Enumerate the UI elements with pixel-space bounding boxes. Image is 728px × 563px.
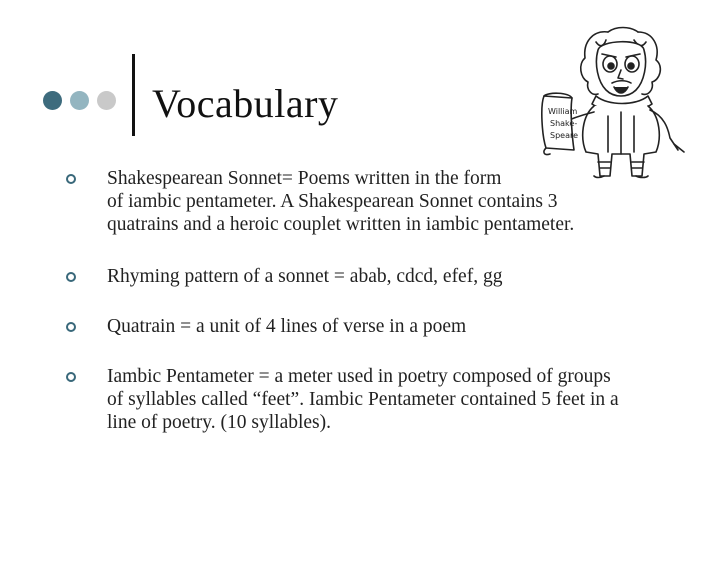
- shakespeare-caricature-icon: [538, 20, 688, 180]
- bullet-line: Shakespearean Sonnet= Poems written in the form: [107, 168, 502, 189]
- nav-dot-light: [97, 91, 116, 110]
- bullet-line: of syllables called “feet”. Iambic Pentameter contained 5 feet in a: [107, 389, 619, 410]
- title-divider: [132, 54, 135, 136]
- bullet-line: line of poetry. (10 syllables).: [107, 412, 332, 433]
- bullet-icon: [66, 272, 76, 282]
- bullet-icon: [66, 322, 76, 332]
- bullet-line: Iambic Pentameter = a meter used in poetry composed of groups: [107, 366, 611, 387]
- bullet-text: [107, 167, 574, 236]
- bullet-line: Quatrain = a unit of 4 lines of verse in a poem: [107, 316, 467, 337]
- slide-title: Vocabulary: [152, 81, 339, 126]
- bullet-text: [107, 365, 619, 434]
- bullet-icon: [66, 174, 76, 184]
- nav-dot-active: [43, 91, 62, 110]
- nav-dot-mid: [70, 91, 89, 110]
- bullet-icon: [66, 372, 76, 382]
- scroll-text-line-3: Speare: [550, 131, 579, 140]
- bullet-text: [107, 315, 466, 338]
- bullet-text: [107, 265, 502, 288]
- bullet-line: quatrains and a heroic couplet written in iambic pentameter.: [107, 214, 575, 235]
- bullet-line: of iambic pentameter. A Shakespearean Sonnet contains 3: [107, 191, 558, 212]
- scroll-text-line-2: Shake-: [550, 119, 578, 128]
- scroll-text-line-1: William: [548, 107, 578, 116]
- bullet-line: Rhyming pattern of a sonnet = abab, cdcd, efef, gg: [107, 266, 503, 287]
